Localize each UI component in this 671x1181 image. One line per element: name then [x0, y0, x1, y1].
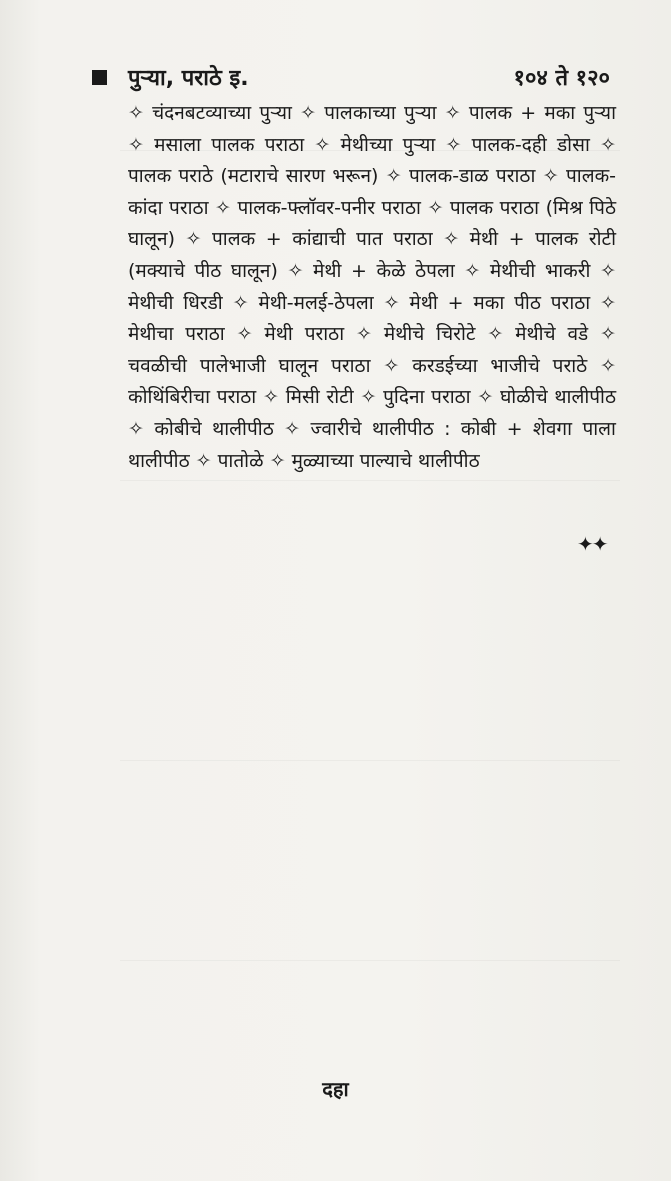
diamond-bullet-icon: ✧	[600, 259, 616, 282]
diamond-bullet-icon: ✧	[287, 259, 304, 282]
diamond-bullet-icon: ✧	[236, 323, 253, 346]
recipe-item: करडईच्या भाजीचे पराठे	[412, 354, 588, 377]
diamond-bullet-icon: ✧	[195, 449, 212, 472]
recipe-item: कोथिंबिरीचा पराठा	[128, 386, 257, 409]
diamond-bullet-icon: ✧	[477, 386, 494, 409]
recipe-item: मेथी-मलई-ठेपला	[258, 291, 374, 314]
recipe-item: पालक + मका पुऱ्या	[468, 102, 616, 124]
diamond-bullet-icon: ✧	[600, 133, 617, 156]
diamond-bullet-icon: ✧	[600, 291, 616, 314]
diamond-bullet-icon: ✧	[128, 133, 144, 156]
recipe-item: मेथी + मका पीठ पराठा	[409, 291, 591, 314]
diamond-bullet-icon: ✧	[314, 133, 331, 156]
diamond-bullet-icon: ✧	[300, 102, 317, 124]
recipe-item: पालक-फ्लॉवर-पनीर पराठा	[237, 196, 421, 219]
recipe-item: मेथीचे चिरोटे	[383, 323, 476, 346]
page-number: दहा	[322, 1077, 349, 1101]
recipe-item: मिसी रोटी	[285, 386, 354, 409]
recipe-item: घोळीचे थालीपीठ	[500, 386, 617, 409]
diamond-bullet-icon: ✧	[383, 291, 400, 314]
recipe-item: मेथी + पालक रोटी (मक्याचे पीठ घालून)	[128, 228, 617, 282]
recipe-item: मेथी पराठा	[264, 323, 345, 346]
square-bullet-icon	[92, 70, 107, 85]
section-title: पुऱ्या, पराठे इ.	[128, 66, 249, 91]
recipe-item: चवळीची पालेभाजी घालून पराठा	[128, 354, 371, 377]
recipe-item: पातोळे	[217, 449, 264, 472]
recipe-item: पालक पराठा (मिश्र पिठे घालून)	[128, 196, 617, 251]
show-through-line	[120, 760, 620, 761]
diamond-bullet-icon: ✧	[600, 354, 617, 377]
recipe-list	[128, 98, 616, 477]
recipe-item: ज्वारीचे थालीपीठ : कोबी + शेवगा पाला थालीपीठ	[128, 417, 616, 472]
diamond-bullet-icon: ✧	[464, 259, 481, 282]
recipe-item: मेथीच्या पुऱ्या	[340, 133, 436, 156]
recipe-item: पुदिना पराठा	[383, 386, 471, 409]
recipe-item: मेथीची धिरडी	[128, 291, 223, 314]
diamond-bullet-icon: ✧	[444, 102, 461, 124]
diamond-bullet-icon: ✧	[185, 228, 202, 251]
recipe-item: चंदनबटव्याच्या पुऱ्या	[152, 102, 292, 124]
recipe-item: मसाला पालक पराठा	[154, 133, 305, 156]
recipe-item: पालकाच्या पुऱ्या	[324, 102, 437, 124]
diamond-bullet-icon: ✧	[443, 228, 460, 251]
diamond-bullet-icon: ✧	[542, 165, 559, 188]
recipe-item: पालक + कांद्याची पात पराठा	[212, 228, 433, 251]
recipe-item: पालक-कांदा पराठा	[128, 165, 617, 219]
diamond-bullet-icon: ✧	[128, 417, 144, 440]
recipe-item: मेथीचे वडे	[515, 323, 589, 346]
diamond-bullet-icon: ✧	[385, 165, 402, 188]
section-header	[92, 62, 610, 92]
diamond-bullet-icon: ✧	[383, 354, 400, 377]
diamond-bullet-icon: ✧	[360, 386, 377, 409]
recipe-item: कोबीचे थालीपीठ	[154, 417, 274, 440]
recipe-item: पालक-डाळ पराठा	[409, 165, 536, 188]
show-through-line	[120, 960, 620, 961]
diamond-bullet-icon: ✧	[128, 102, 144, 124]
recipe-item: पालक पराठे (मटाराचे सारण भरून)	[128, 165, 379, 188]
diamond-bullet-icon: ✧	[269, 449, 286, 472]
recipe-item: मेथी + केळे ठेपला	[312, 259, 455, 282]
diamond-bullet-icon: ✧	[427, 196, 444, 219]
recipe-item: पालक-दही डोसा	[471, 133, 590, 156]
diamond-bullet-icon: ✧	[263, 386, 279, 409]
recipe-item: मुळ्याच्या पाल्याचे थालीपीठ	[291, 449, 480, 472]
diamond-bullet-icon: ✧	[356, 323, 372, 346]
show-through-line	[120, 480, 620, 481]
diamond-bullet-icon: ✧	[487, 323, 504, 346]
end-mark: ✦✦	[577, 532, 607, 556]
recipe-item: मेथीची भाकरी	[489, 259, 591, 282]
diamond-bullet-icon: ✧	[215, 196, 231, 219]
diamond-bullet-icon: ✧	[232, 291, 249, 314]
diamond-bullet-icon: ✧	[284, 417, 301, 440]
page-range: १०४ ते १२०	[513, 66, 610, 91]
diamond-bullet-icon: ✧	[445, 133, 462, 156]
recipe-item: मेथीचा पराठा	[128, 323, 225, 346]
diamond-bullet-icon: ✧	[600, 323, 617, 346]
